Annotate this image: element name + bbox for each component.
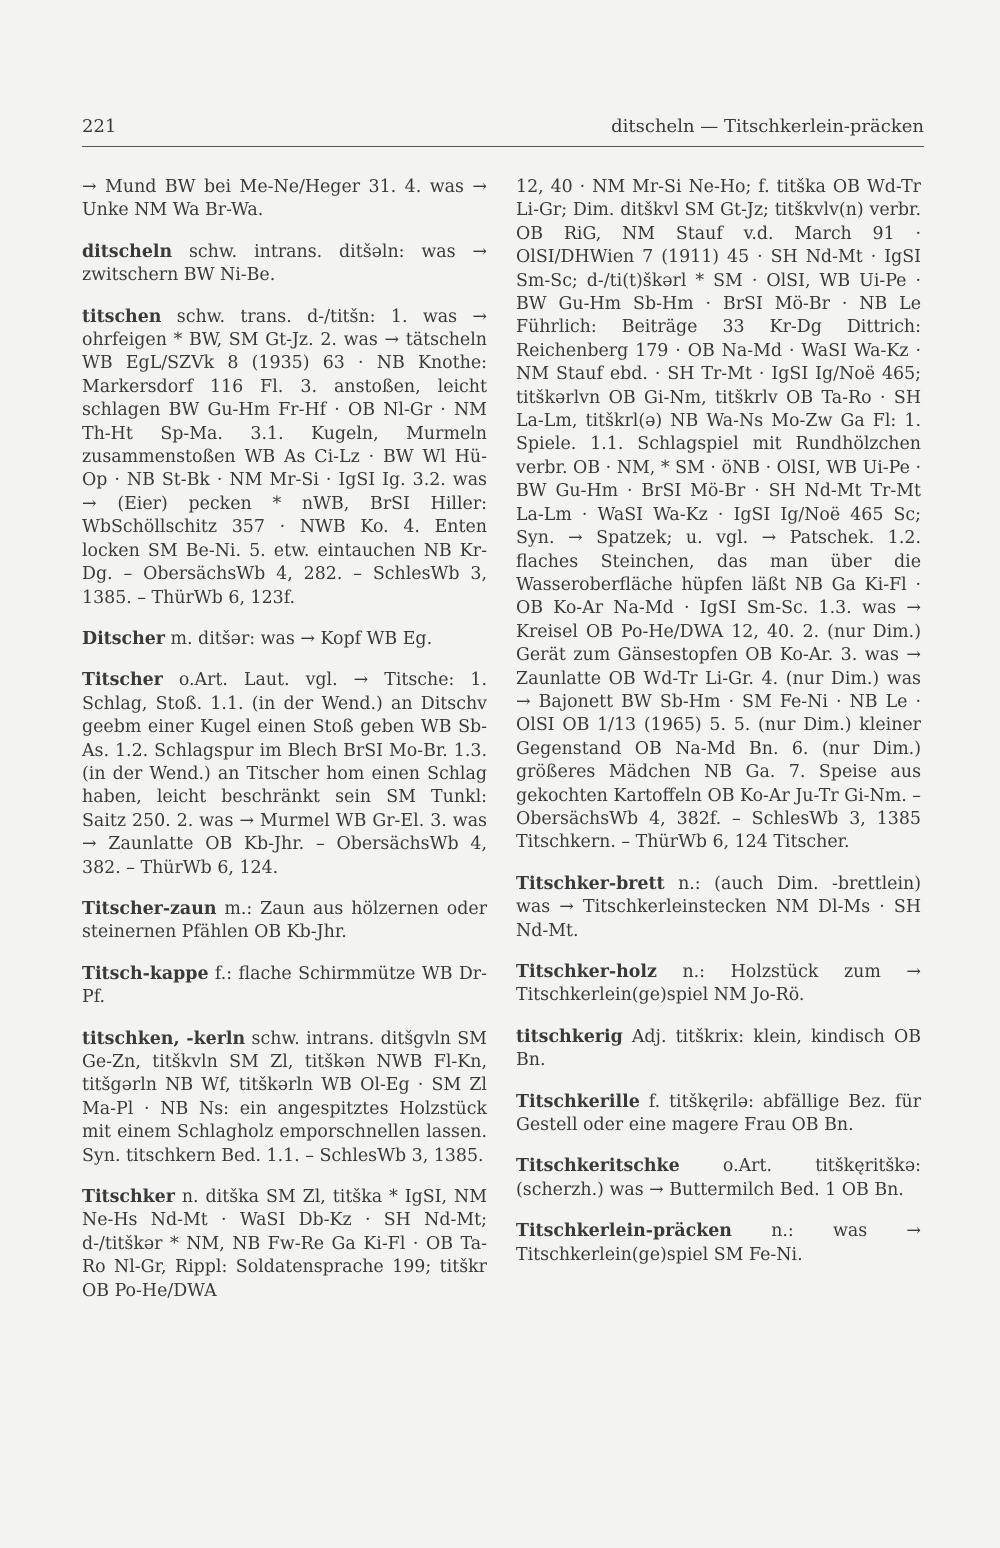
entry-headword: Titschker-brett [516, 873, 665, 894]
dictionary-entry [516, 1091, 921, 1138]
dictionary-entry [82, 963, 487, 1010]
entry-body: schw. intrans. ditšəln: was → zwitschern BW Ni-Be. [82, 241, 487, 286]
entry-body: 12, 40 · NM Mr-Si Ne-Ho; f. titška OB Wd-Tr Li-Gr; Dim. ditškvl SM Gt-Jz; titškvlv(n) verbr. OB RiG, NM Stauf v.d. March 91 · OlSI/DHWien 7 (1911) 45 · SH Nd-Mt · IgSI Sm-Sc; d-/ti(t)škərl * SM · OlSI, WB Ui-Pe · BW Gu-Hm Sb-Hm · BrSI Mö-Br · NB Le Führlich: Beiträge 33 Kr-Dg Dittrich: Reichenberg 179 · OB Na-Md · WaSI Wa-Kz · NM Stauf ebd. · SH Tr-Mt · IgSI Ig/Noë 465; titškərlvn OB Gi-Nm, titškrlv OB Ta-Ro · SH La-Lm, titškrl(ə) NB Wa-Ns Mo-Zw Ga Fl: 1. Spiele. 1.1. Schlagspiel mit Rundhölzchen verbr. OB · NM, * SM · öNB · OlSI, WB Ui-Pe · BW Gu-Hm · BrSI Mö-Br · SH Nd-Mt Tr-Mt La-Lm · WaSI Wa-Kz · IgSI Ig/Noë 465 Sc; Syn. → Spatzek; u. vgl. → Patschek. 1.2. flaches Steinchen, das man über die Wasseroberfläche hüpfen läßt NB Ga Ki-Fl · OB Ko-Ar Na-Md · IgSI Sm-Sc. 1.3. was → Kreisel OB Po-He/DWA 12, 40. 2. (nur Dim.) Gerät zum Gänsestopfen OB Ko-Ar. 3. was → Zaunlatte OB Wd-Tr Li-Gr. 4. (nur Dim.) was → Bajonett BW Sb-Hm · SM Fe-Ni · NB Le · OlSI OB 1/13 (1965) 5. 5. (nur Dim.) kleiner Gegenstand OB Na-Md Bn. 6. (nur Dim.) größeres Mädchen NB Ga. 7. Speise aus gekochten Kartoffeln OB Ko-Ar Ju-Tr Gi-Nm. – ObersächsWb 4, 382f. – SchlesWb 3, 1385 Titschkern. – ThürWb 6, 124 Titscher. [516, 177, 921, 853]
dictionary-entry [82, 898, 487, 945]
dictionary-entry [516, 961, 921, 1008]
entry-body: schw. intrans. ditšgvln SM Ge-Zn, titškvln SM Zl, titškən NWB Fl-Kn, titšgərln NB Wf, titškərln WB Ol-Eg · SM Zl Ma-Pl · NB Ns: ein angespitztes Holzstück mit einem Schlagholz emporschnellen lassen. Syn. titschkern Bed. 1.1. – SchlesWb 3, 1385. [82, 1028, 487, 1166]
dictionary-entry [516, 1220, 921, 1267]
dictionary-entry [516, 1155, 921, 1202]
entry-headword: Titscher [82, 670, 163, 691]
page-header [82, 116, 924, 147]
dictionary-entry [516, 176, 921, 855]
page-number: 221 [82, 116, 117, 137]
dictionary-entry [82, 628, 487, 651]
entry-headword: Titschker-holz [516, 962, 657, 982]
right-column [516, 176, 921, 1285]
entry-headword: Titsch-kappe [82, 963, 209, 984]
entry-headword: Titschker [82, 1187, 175, 1208]
entry-body: schw. trans. d-/titšn: 1. was → ohrfeigen * BW, SM Gt-Jz. 2. was → tätscheln WB EgL/SZVk 8 (1935) 63 · NB Knothe: Markersdorf 116 Fl. 3. anstoßen, leicht schlagen BW Gu-Hm Fr-Hf · OB Nl-Gr · NM Th-Ht Sp-Ma. 3.1. Kugeln, Murmeln zusammenstoßen WB As Ci-Lz · BW Wl Hü-Op · NB St-Bk · NM Mr-Si · IgSI Ig. 3.2. was → (Eier) pecken * nWB, BrSI Hiller: WbSchöllschitz 357 · NWB Ko. 4. Enten locken SM Be-Ni. 5. etw. eintauchen NB Kr-Dg. – ObersächsWb 4, 282. – SchlesWb 3, 1385. – ThürWb 6, 123f. [82, 306, 487, 608]
running-head: ditscheln — Titschkerlein-präcken [611, 116, 924, 137]
entry-body: → Mund BW bei Me-Ne/Heger 31. 4. was → Unke NM Wa Br-Wa. [82, 177, 487, 221]
entry-body: m.: Zaun aus hölzernen oder steinernen Pfählen OB Kb-Jhr. [82, 898, 488, 943]
dictionary-entry [82, 1028, 487, 1168]
dictionary-entry [82, 241, 487, 288]
dictionary-entry [516, 873, 921, 943]
left-column [82, 176, 487, 1321]
entry-body: f. titškęrilə: abfällige Bez. für Gestell oder eine magere Frau OB Bn. [516, 1091, 922, 1136]
dictionary-entry [516, 1026, 921, 1073]
entry-headword: Titschkeritschke [516, 1156, 680, 1177]
entry-body: n.: Holzstück zum → Titschkerlein(ge)spiel NM Jo-Rö. [516, 962, 921, 1006]
entry-headword: Titscher-zaun [82, 898, 217, 919]
entry-headword: titschkerig [516, 1026, 623, 1047]
entry-headword: titschken, -kerln [82, 1028, 246, 1049]
entry-headword: ditscheln [82, 241, 173, 262]
entry-body: m. ditšər: was → Kopf WB Eg. [170, 628, 433, 649]
entry-headword: Titschkerille [516, 1091, 640, 1112]
entry-body: n.: (auch Dim. -brettlein) was → Titschkerleinstecken NM Dl-Ms · SH Nd-Mt. [516, 873, 921, 941]
entry-body: n.: was → Titschkerlein(ge)spiel SM Fe-Ni. [516, 1221, 921, 1265]
dictionary-entry [82, 669, 487, 880]
entry-body: n. ditška SM Zl, titška * IgSI, NM Ne-Hs Nd-Mt · WaSI Db-Kz · SH Nd-Mt; d-/titškər * NM, NB Fw-Re Ga Ki-Fl · OB Ta-Ro Nl-Gr, Rippl: Soldatensprache 199; titškr OB Po-He/DWA [82, 1187, 488, 1301]
entry-body: Adj. titškrix: klein, kindisch OB Bn. [516, 1026, 921, 1071]
entry-body: f.: flache Schirmmütze WB Dr-Pf. [82, 963, 488, 1008]
dictionary-entry [82, 1186, 487, 1303]
dictionary-entry [82, 176, 487, 223]
entry-headword: Ditscher [82, 628, 165, 649]
entry-headword: titschen [82, 306, 162, 327]
entry-body: o.Art. titškęritškə: (scherzh.) was → Buttermilch Bed. 1 OB Bn. [516, 1156, 921, 1200]
dictionary-entry [82, 306, 487, 610]
entry-body: o.Art. Laut. vgl. → Titsche: 1. Schlag, Stoß. 1.1. (in der Wend.) an Ditschv geebm einer Kugel einen Stoß geben WB Sb-As. 1.2. Schlagspur im Blech BrSI Mo-Br. 1.3. (in der Wend.) an Titscher hom einen Schlag haben, leicht beschränkt sein SM Tunkl: Saitz 250. 2. was → Murmel WB Gr-El. 3. was → Zaunlatte OB Kb-Jhr. – ObersächsWb 4, 382. – ThürWb 6, 124. [82, 670, 487, 878]
entry-headword: Titschkerlein-präcken [516, 1221, 732, 1242]
